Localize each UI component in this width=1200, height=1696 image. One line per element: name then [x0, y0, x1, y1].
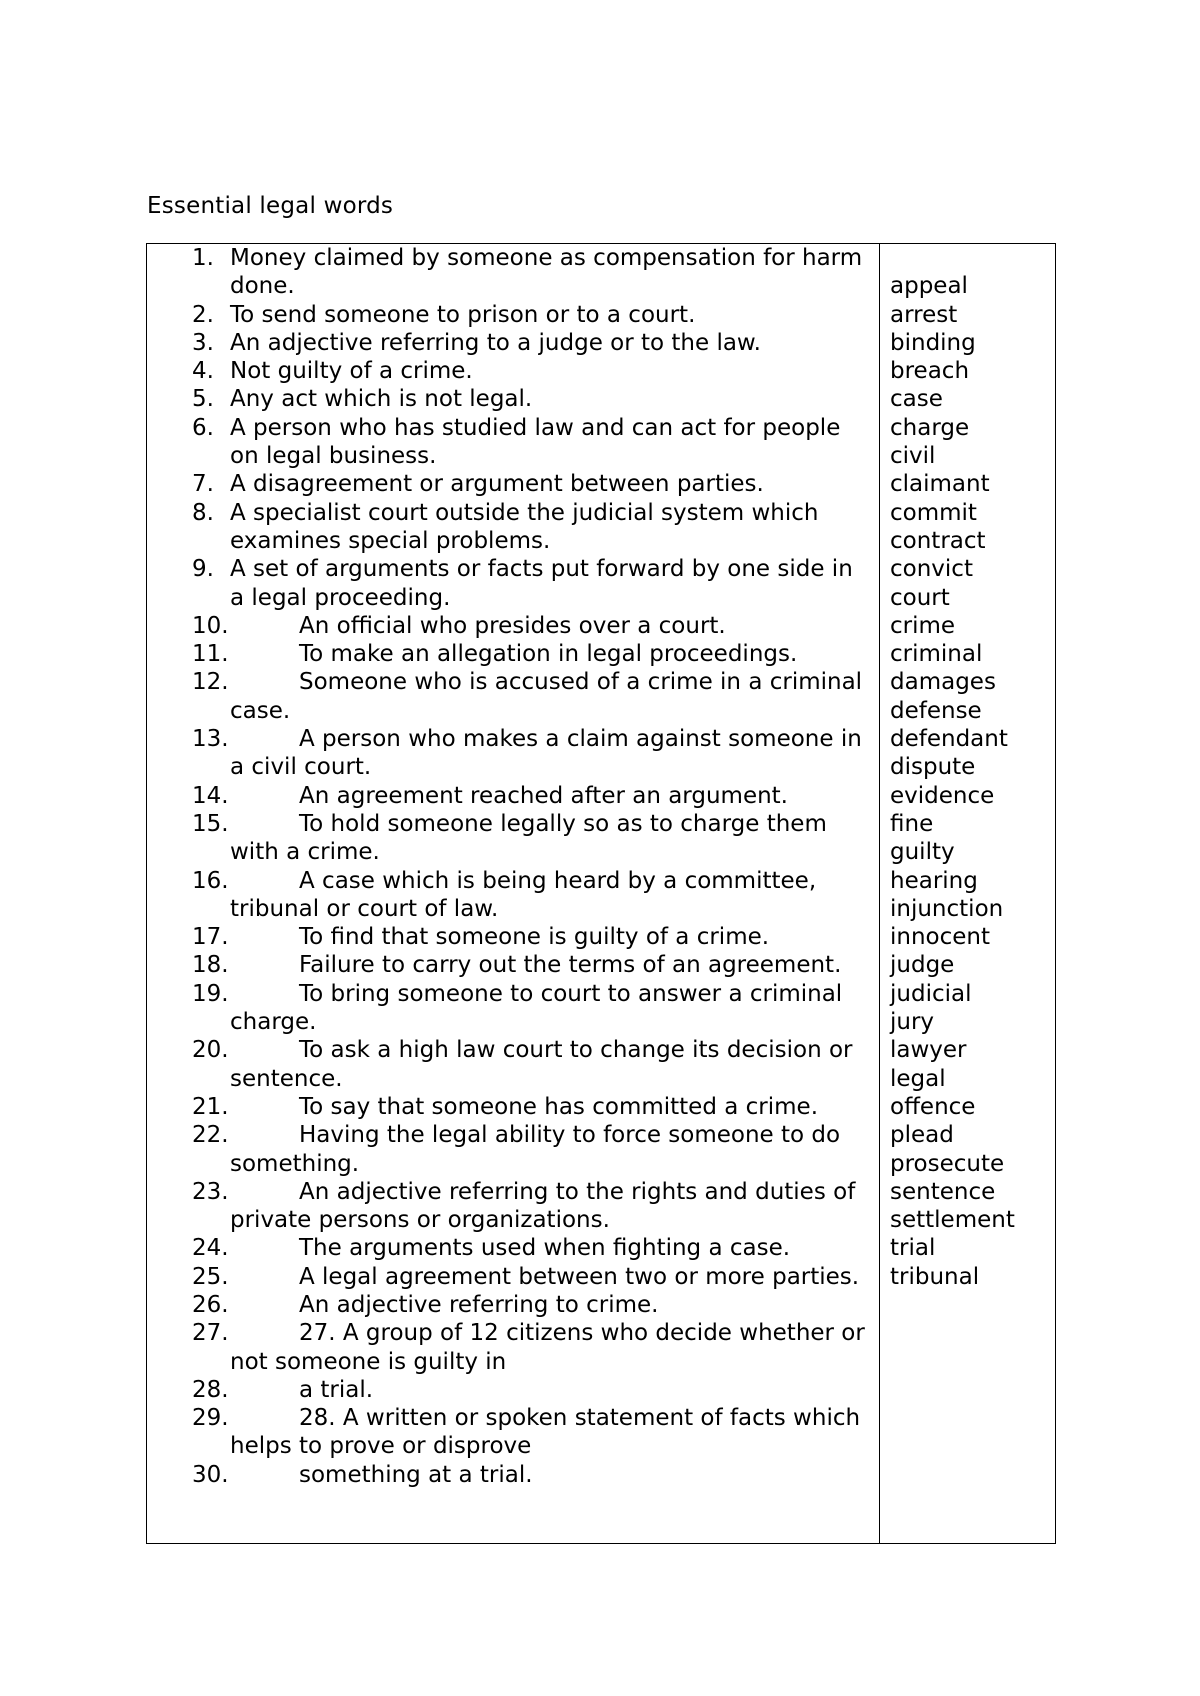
definition-number: 8.	[192, 499, 214, 526]
definition-text: a trial.	[299, 1376, 374, 1403]
word-bank-item: criminal	[890, 641, 983, 668]
definition-text: A specialist court outside the judicial system which examines special problems.	[230, 499, 819, 554]
word-bank-item: court	[890, 584, 950, 611]
definition-text: An adjective referring to a judge or to the law.	[230, 329, 761, 356]
word-bank-item: breach	[890, 358, 970, 385]
definition-number: 30.	[192, 1461, 229, 1488]
definition-number: 26.	[192, 1291, 229, 1318]
definition-number: 22.	[192, 1122, 229, 1149]
vocabulary-table	[146, 243, 1056, 1544]
word-bank-item: defendant	[890, 726, 1008, 753]
word-bank-item: convict	[890, 556, 973, 583]
definition-number: 1.	[192, 245, 214, 271]
definition-number: 4.	[192, 358, 214, 385]
word-bank-item: trial	[890, 1235, 936, 1262]
definition-item	[147, 782, 879, 810]
word-bank-item: legal	[890, 1065, 946, 1092]
word-bank-item: contract	[890, 527, 986, 554]
definition-item	[147, 470, 879, 498]
word-bank-item: lawyer	[890, 1037, 967, 1064]
word-bank-item: arrest	[890, 301, 958, 328]
definition-item	[147, 725, 879, 782]
definition-text: An official who presides over a court.	[299, 612, 726, 639]
definition-item	[147, 357, 879, 385]
definition-item	[147, 1404, 879, 1461]
definition-item	[147, 1036, 879, 1093]
definition-text: Any act which is not legal.	[230, 386, 533, 413]
definition-text: To send someone to prison or to a court.	[230, 301, 696, 328]
definition-item	[147, 1178, 879, 1235]
definition-number: 24.	[192, 1235, 229, 1262]
definition-text: something at a trial.	[299, 1461, 533, 1488]
definition-text: Having the legal ability to force someone to do something.	[230, 1122, 841, 1177]
definition-number: 13.	[192, 726, 229, 753]
definition-number: 15.	[192, 810, 229, 837]
word-bank-item: case	[890, 386, 943, 413]
definition-number: 17.	[192, 924, 229, 951]
word-bank-item: damages	[890, 669, 996, 696]
definition-item	[147, 1263, 879, 1291]
definition-text: A set of arguments or facts put forward by one side in a legal proceeding.	[230, 556, 853, 611]
definition-number: 20.	[192, 1037, 229, 1064]
definition-item	[147, 668, 879, 725]
definition-text: 28. A written or spoken statement of facts which helps to prove or disprove	[230, 1405, 861, 1460]
definition-item	[147, 329, 879, 357]
definition-text: Someone who is accused of a crime in a criminal case.	[230, 669, 863, 724]
definition-text: A legal agreement between two or more parties.	[299, 1263, 860, 1290]
definition-item	[147, 867, 879, 924]
word-bank-item: dispute	[890, 754, 976, 781]
word-bank-item: civil	[890, 443, 936, 470]
definition-text: An adjective referring to the rights and duties of private persons or organizations.	[230, 1178, 856, 1234]
definition-item	[147, 1093, 879, 1121]
word-bank-item: claimant	[890, 471, 990, 498]
word-bank-item: binding	[890, 329, 976, 356]
definition-text: Not guilty of a crime.	[230, 358, 473, 385]
page-title: Essential legal words	[147, 193, 394, 219]
word-bank-item: guilty	[890, 839, 955, 866]
definition-item	[147, 555, 879, 612]
definition-number: 11.	[192, 641, 229, 668]
definition-item	[147, 810, 879, 867]
word-bank-item: hearing	[890, 867, 978, 894]
definition-item	[147, 301, 879, 329]
definition-text: A disagreement or argument between parties.	[230, 471, 764, 498]
definition-number: 25.	[192, 1263, 229, 1290]
word-bank-item: charge	[890, 414, 970, 441]
word-bank-item: plead	[890, 1122, 954, 1149]
definition-number: 18.	[192, 952, 229, 979]
definition-item	[147, 244, 879, 301]
definition-number: 27.	[192, 1320, 229, 1347]
definition-number: 2.	[192, 301, 214, 328]
word-bank-item: injunction	[890, 895, 1004, 922]
definition-number: 14.	[192, 782, 229, 809]
word-bank-item: jury	[890, 1009, 935, 1036]
definition-number: 10.	[192, 612, 229, 639]
definition-text: To hold someone legally so as to charge them with a crime.	[230, 810, 827, 866]
definition-text: A person who makes a claim against someone in a civil court.	[230, 726, 862, 781]
word-bank-item: appeal	[890, 273, 968, 300]
definition-text: A case which is being heard by a committee, tribunal or court of law.	[230, 867, 817, 922]
word-bank-item: settlement	[890, 1207, 1015, 1234]
definition-text: To bring someone to court to answer a criminal charge.	[230, 980, 843, 1036]
definition-text: A person who has studied law and can act for people on legal business.	[230, 414, 841, 470]
definition-item	[147, 1461, 879, 1489]
definition-item	[147, 499, 879, 556]
definition-number: 9.	[192, 556, 214, 583]
definition-number: 5.	[192, 386, 214, 413]
definition-number: 28.	[192, 1376, 229, 1403]
definitions-list	[147, 244, 879, 1489]
definition-text: To ask a high law court to change its decision or sentence.	[230, 1037, 853, 1092]
definition-item	[147, 951, 879, 979]
definition-item	[147, 1291, 879, 1319]
word-bank-item: fine	[890, 810, 934, 837]
definition-item	[147, 980, 879, 1037]
definition-number: 21.	[192, 1093, 229, 1120]
definition-text: To say that someone has committed a crime.	[299, 1093, 819, 1120]
word-bank-item: prosecute	[890, 1150, 1005, 1177]
word-bank-item: judicial	[890, 980, 972, 1007]
definition-item	[147, 1234, 879, 1262]
column-divider	[879, 244, 880, 1543]
definition-item	[147, 1121, 879, 1178]
definition-item	[147, 923, 879, 951]
definition-item	[147, 640, 879, 668]
definition-number: 29.	[192, 1405, 229, 1432]
definition-number: 3.	[192, 329, 214, 356]
word-bank-item: tribunal	[890, 1263, 980, 1290]
definition-number: 7.	[192, 471, 214, 498]
definition-text: Money claimed by someone as compensation for harm done.	[230, 245, 863, 300]
word-bank-item: crime	[890, 612, 956, 639]
definition-text: An agreement reached after an argument.	[299, 782, 788, 809]
definition-item	[147, 1376, 879, 1404]
definition-item	[147, 385, 879, 413]
definition-number: 23.	[192, 1178, 229, 1205]
word-bank-item: defense	[890, 697, 982, 724]
definition-text: To find that someone is guilty of a crime.	[299, 924, 770, 951]
word-bank-item: innocent	[890, 924, 991, 951]
definition-number: 12.	[192, 669, 229, 696]
word-bank-item: sentence	[890, 1178, 996, 1205]
definition-number: 6.	[192, 414, 214, 441]
definition-item	[147, 414, 879, 471]
definition-item	[147, 1319, 879, 1376]
word-bank-list	[890, 272, 1015, 1291]
definition-text: The arguments used when fighting a case.	[299, 1235, 791, 1262]
definition-text: Failure to carry out the terms of an agreement.	[299, 952, 842, 979]
definition-number: 16.	[192, 867, 229, 894]
definition-text: 27. A group of 12 citizens who decide whether or not someone is guilty in	[230, 1320, 865, 1375]
word-bank-item: commit	[890, 499, 977, 526]
word-bank-item: judge	[890, 952, 955, 979]
word-bank-item: offence	[890, 1093, 976, 1120]
definition-item	[147, 612, 879, 640]
word-bank-item: evidence	[890, 782, 995, 809]
definition-text: To make an allegation in legal proceedings.	[299, 641, 798, 668]
definition-number: 19.	[192, 980, 229, 1007]
definition-text: An adjective referring to crime.	[299, 1291, 659, 1318]
